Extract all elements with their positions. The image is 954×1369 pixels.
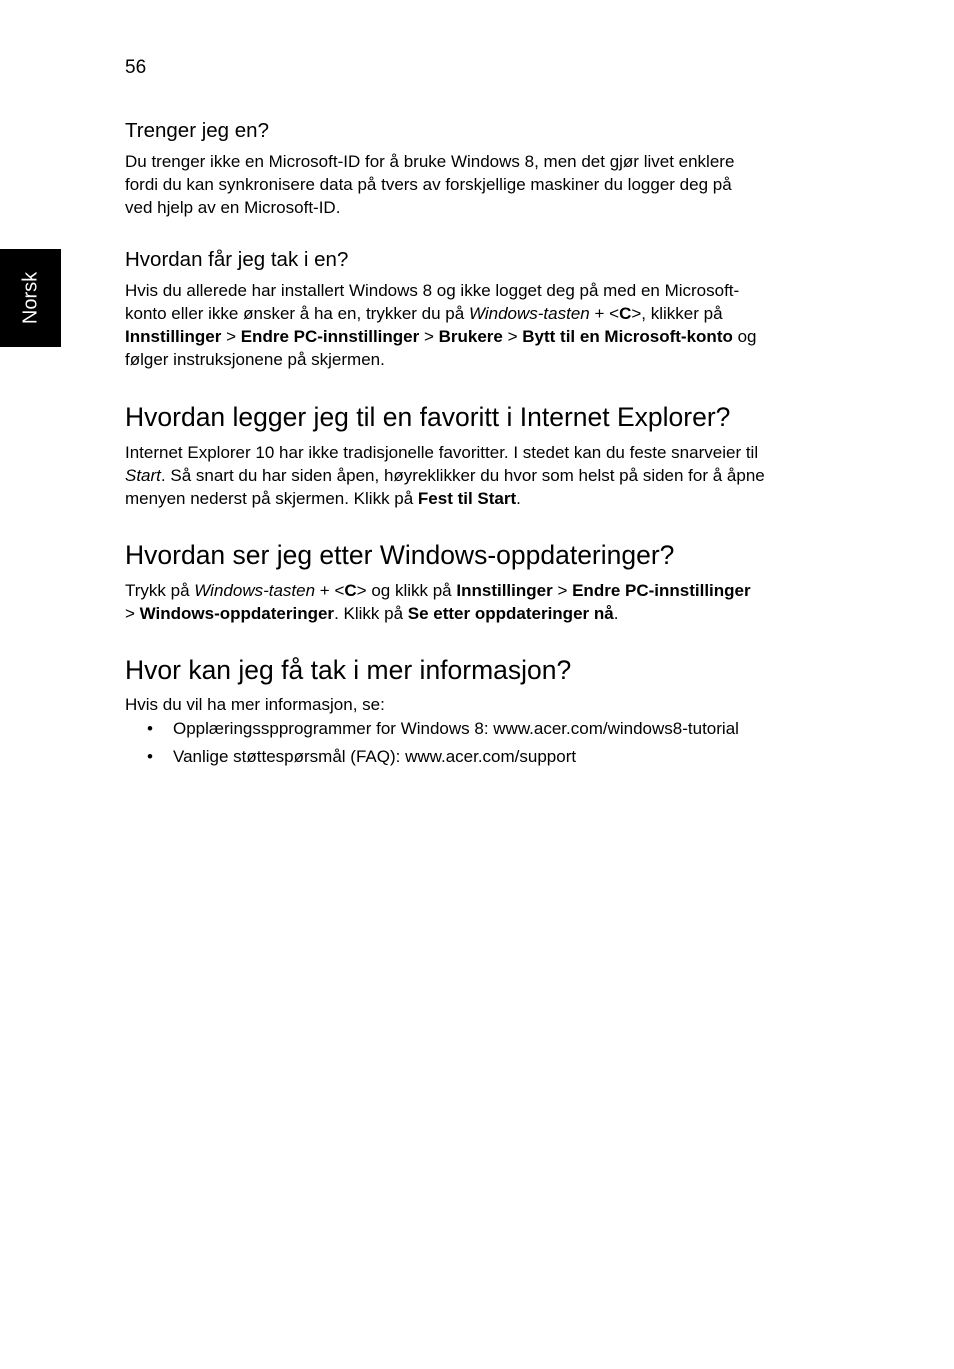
text-run: og [732,327,757,346]
emphasis-start: Start [125,466,161,485]
text-run: menyen nederst på skjermen. Klikk på [125,489,418,508]
text-line: fordi du kan synkronisere data på tvers av forskjellige maskiner du logger deg på [125,175,732,194]
language-tab-label: Norsk [19,271,41,325]
text-line: Internet Explorer 10 har ikke tradisjonelle favoritter. I stedet kan du feste snarveier til [125,443,759,462]
text-line: Hvis du allerede har installert Windows 8 og ikke logget deg på med en Microsoft- [125,281,740,300]
key-name: Windows-tasten [468,304,590,323]
text-line [125,487,815,510]
language-side-tab [0,249,61,347]
menu-path-item: Brukere [438,327,503,346]
text-run: > [125,604,140,623]
bullet-icon: • [147,719,153,738]
key-letter: C [344,581,357,600]
bullet-icon: • [147,747,153,766]
text-line [125,302,815,325]
text-run: >, klikker på [631,304,723,323]
bullet-text: Opplæringsspprogrammer for Windows 8: www.acer.com/windows8-tutorial [173,719,739,738]
heading-mer-informasjon: Hvor kan jeg få tak i mer informasjon? [125,655,572,685]
bullet-text: Vanlige støttespørsmål (FAQ): www.acer.com/support [173,747,577,766]
key-name: Windows-tasten [194,581,316,600]
text-line: Hvis du vil ha mer informasjon, se: [125,695,385,714]
text-line [125,579,815,602]
text-line: Du trenger ikke en Microsoft-ID for å bruke Windows 8, men det gjør livet enklere [125,152,735,171]
heading-favoritt-internet-explorer: Hvordan legger jeg til en favoritt i Internet Explorer? [125,402,731,432]
menu-path-item: Endre PC-innstillinger [240,327,420,346]
page-number: 56 [125,57,147,78]
menu-path-item: Innstillinger [456,581,553,600]
text-run: . Klikk på [334,604,408,623]
key-letter: C [619,304,632,323]
text-run: + < [589,304,620,323]
paragraph-intro [125,693,815,716]
paragraph-trenger [125,150,815,219]
command-se-etter-oppdateringer: Se etter oppdateringer nå [407,604,614,623]
menu-path-item: Bytt til en Microsoft-konto [522,327,733,346]
list-item [125,745,815,773]
text-run: + < [315,581,345,600]
heading-trenger-jeg-en: Trenger jeg en? [125,119,269,142]
heading-windows-oppdateringer: Hvordan ser jeg etter Windows-oppdateringer? [125,540,675,570]
menu-path-item: Innstillinger [125,327,222,346]
list-item [125,717,815,745]
paragraph-hvordan-far [125,279,815,371]
text-line [125,325,815,348]
text-run: > [221,327,241,346]
text-run: Trykk på [125,581,195,600]
text-line: følger instruksjonene på skjermen. [125,350,385,369]
text-run: konto eller ikke ønsker å ha en, trykker du på [125,304,469,323]
text-line [125,464,815,487]
command-fest-til-start: Fest til Start [417,489,517,508]
paragraph-favoritt [125,441,815,510]
info-bullet-list [125,717,815,773]
text-line [125,602,815,625]
heading-hvordan-far-jeg: Hvordan får jeg tak i en? [125,248,349,271]
paragraph-oppdateringer [125,579,815,625]
text-run: . [613,604,619,623]
text-run: . Så snart du har siden åpen, høyreklikker du hvor som helst på siden for å åpne [160,466,765,485]
text-run: > [419,327,439,346]
text-run: > og klikk på [356,581,457,600]
menu-path-item: Windows-oppdateringer [139,604,335,623]
text-run: > [502,327,523,346]
text-line: ved hjelp av en Microsoft-ID. [125,198,341,217]
menu-path-item: Endre PC-innstillinger [572,581,751,600]
text-run: > [552,581,573,600]
text-run: . [516,489,521,508]
